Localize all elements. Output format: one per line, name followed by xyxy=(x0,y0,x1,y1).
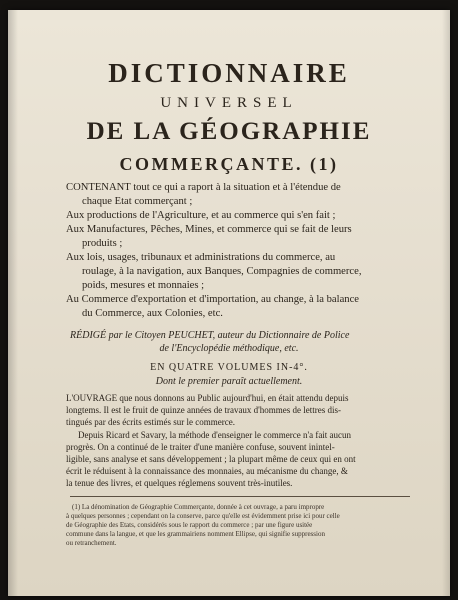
title-geographie: DE LA GÉOGRAPHIE xyxy=(86,118,372,145)
footnote-divider xyxy=(70,496,410,497)
paragraph-line: la tenue des livres, et quelques réglemens souvent très-inutiles. xyxy=(66,478,293,488)
paragraph-line: longtems. Il est le fruit de quinze années de travaux d'hommes de lettres dis- xyxy=(66,405,342,415)
author-line: de l'Encyclopédie méthodique, etc. xyxy=(159,343,299,354)
footnote-line: ou retranchement. xyxy=(66,539,117,547)
paragraph-line: Depuis Ricard et Savary, la méthode d'enseigner le commerce n'a fait aucun xyxy=(78,430,352,440)
contents-line: produits ; xyxy=(82,238,123,249)
contents-line: Aux productions de l'Agriculture, et au commerce qui s'en fait ; xyxy=(66,210,336,221)
paragraph-line: L'OUVRAGE que nous donnons au Public aujourd'hui, en était attendu depuis xyxy=(66,393,349,403)
volumes-subheading: Dont le premier paraît actuellement. xyxy=(155,376,303,387)
contents-line: chaque Etat commerçant ; xyxy=(82,196,193,207)
footnote-line: à quelques personnes ; cependant on la conserve, parce qu'elle est évidemment prise ici pour celle xyxy=(66,512,340,520)
footnote-line: de Géographie des Etats, considérés sous le rapport du commerce ; par une figure usitée xyxy=(66,521,313,529)
contents-line: poids, mesures et monnaies ; xyxy=(82,280,205,291)
document-page xyxy=(8,10,450,596)
footnote-line: (1) La dénomination de Géographie Commerçante, donnée à cet ouvrage, a paru impropre xyxy=(72,503,325,511)
contents-line: Au Commerce d'exportation et d'importation, au change, à la balance xyxy=(66,294,359,305)
volumes-heading: EN QUATRE VOLUMES IN-4°. xyxy=(150,362,308,373)
title-dictionnaire: DICTIONNAIRE xyxy=(108,58,350,88)
contents-line: CONTENANT tout ce qui a raport à la situation et à l'étendue de xyxy=(66,182,341,193)
contents-line: du Commerce, aux Colonies, etc. xyxy=(82,308,223,319)
paragraph-line: progrès. On a continué de le traiter d'une manière confuse, souvent inintel- xyxy=(66,442,335,452)
title-universel: UNIVERSEL xyxy=(160,95,298,111)
contents-line: roulage, à la navigation, aux Banques, Compagnies de commerce, xyxy=(82,266,362,277)
contents-line: Aux Manufactures, Pêches, Mines, et commerce qui se fait de leurs xyxy=(66,224,352,235)
author-line: RÉDIGÉ par le Citoyen PEUCHET, auteur du Dictionnaire de Police xyxy=(70,330,350,341)
title-commercante: COMMERÇANTE. (1) xyxy=(119,154,339,174)
footnote-line: commune dans la langue, et que les grammairiens nomment Ellipse, qui signifie suppression xyxy=(66,530,325,538)
paragraph-line: tingués par des écrits estimés sur le commerce. xyxy=(66,417,235,427)
paragraph-line: écrit le réduisent à la connaissance des monnaies, au mécanisme du change, & xyxy=(66,466,348,476)
contents-line: Aux lois, usages, tribunaux et administrations du commerce, au xyxy=(66,252,336,263)
paragraph-line: ligible, sans analyse et sans développement ; la plupart même de ceux qui en ont xyxy=(66,454,356,464)
